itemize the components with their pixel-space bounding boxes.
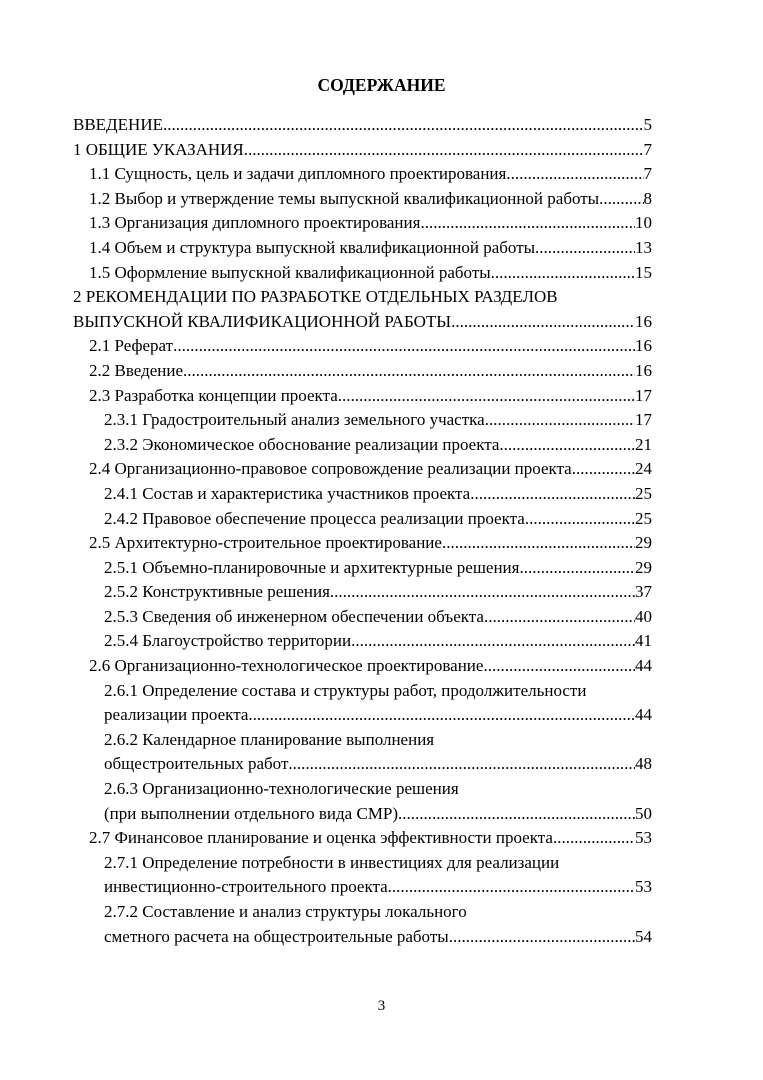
- toc-entry-page: 16: [635, 360, 652, 380]
- toc-dot-leader: [499, 433, 635, 458]
- toc-entry-continuation: [0, 703, 763, 728]
- toc-dot-leader: [420, 211, 635, 236]
- toc-entry: [0, 359, 763, 384]
- toc-entry-title: 2.3 Разработка концепции проекта: [89, 385, 338, 405]
- toc-entry: [0, 482, 763, 507]
- toc-entry-line: [104, 580, 652, 605]
- toc-entry-page: 29: [635, 533, 652, 553]
- toc-entry-title: 2.1 Реферат: [89, 336, 174, 356]
- toc-entry-page: 21: [635, 434, 652, 454]
- toc-dot-leader: [599, 187, 643, 212]
- toc-entry-title: 2 РЕКОМЕНДАЦИИ ПО РАЗРАБОТКЕ ОТДЕЛЬНЫХ РАЗДЕЛОВ: [73, 287, 558, 307]
- toc-entry-line: [104, 433, 652, 458]
- toc-entry: [0, 851, 763, 876]
- toc-entry-line: [89, 384, 652, 409]
- toc-dot-leader: [248, 703, 635, 728]
- toc-entry-title: 1.4 Объем и структура выпускной квалификационной работы: [89, 237, 536, 257]
- toc-entry-line: [104, 629, 652, 654]
- toc-entry: [0, 408, 763, 433]
- toc-entry-title: 2.6.3 Организационно-технологические решения: [104, 779, 459, 799]
- toc-entry-line: [89, 162, 652, 187]
- toc-entry-line: [104, 556, 652, 581]
- toc-entry: [0, 162, 763, 187]
- toc-entry-title: 2.5.4 Благоустройство территории: [104, 631, 352, 651]
- toc-entry: [0, 826, 763, 851]
- toc-entry-page: 41: [635, 631, 652, 651]
- toc-dot-leader: [351, 629, 635, 654]
- toc-entry-page: 50: [635, 803, 652, 823]
- toc-entry-page: 16: [635, 336, 652, 356]
- toc-entry-page: 53: [635, 828, 652, 848]
- toc-entry-line: [89, 457, 652, 482]
- toc-entry-line: [104, 925, 652, 950]
- toc-dot-leader: [388, 875, 635, 900]
- toc-entry-page: 10: [635, 213, 652, 233]
- toc-entry-page: 24: [635, 459, 652, 479]
- toc-entry-continuation: [0, 925, 763, 950]
- toc-entry-line: [89, 334, 652, 359]
- toc-dot-leader: [535, 236, 635, 261]
- toc-entry-line: [89, 211, 652, 236]
- toc-entry-title: 2.4.2 Правовое обеспечение процесса реализации проекта: [104, 508, 525, 528]
- toc-entry-page: 25: [635, 508, 652, 528]
- page-title: СОДЕРЖАНИЕ: [317, 75, 446, 95]
- toc-entry-line: [89, 261, 652, 286]
- toc-dot-leader: [451, 310, 635, 335]
- toc-entry-line: [73, 113, 652, 138]
- toc-dot-leader: [519, 556, 635, 581]
- toc-entry-title: 2.7 Финансовое планирование и оценка эффективности проекта: [89, 828, 553, 848]
- toc-entry-page: 40: [635, 606, 652, 626]
- toc-entry-title: 2.5 Архитектурно-строительное проектирование: [89, 533, 442, 553]
- toc-entry-title: сметного расчета на общестроительные работы: [104, 926, 449, 946]
- toc-entry-page: 7: [643, 164, 652, 184]
- toc-entry-title: 2.4 Организационно-правовое сопровождение реализации проекта: [89, 459, 572, 479]
- toc-dot-leader: [525, 507, 635, 532]
- toc-entry-page: 15: [635, 262, 652, 282]
- toc-dot-leader: [506, 162, 643, 187]
- toc-entry: [0, 211, 763, 236]
- toc-entry-title: 2.5.1 Объемно-планировочные и архитектурные решения: [104, 557, 520, 577]
- toc-entry-line: [104, 605, 652, 630]
- toc-entry: [0, 334, 763, 359]
- toc-entry-page: 13: [635, 237, 652, 257]
- toc-entry-title: 2.5.3 Сведения об инженерном обеспечении объекта: [104, 606, 484, 626]
- toc-entry: [0, 261, 763, 286]
- toc-entry-page: 54: [635, 926, 652, 946]
- toc-entry: [0, 433, 763, 458]
- toc-entry: [0, 629, 763, 654]
- toc-dot-leader: [484, 605, 635, 630]
- toc-entry-page: 44: [635, 656, 652, 676]
- toc-entry-title: 2.6.1 Определение состава и структуры работ, продолжительности: [104, 680, 587, 700]
- toc-entry: [0, 457, 763, 482]
- toc-entry-title: (при выполнении отдельного вида СМР): [104, 803, 399, 823]
- toc-entry: [0, 654, 763, 679]
- toc-entry: [0, 138, 763, 163]
- toc-entry-title: 2.7.1 Определение потребности в инвестициях для реализации: [104, 852, 560, 872]
- toc-dot-leader: [330, 580, 635, 605]
- toc-dot-leader: [288, 752, 635, 777]
- toc-entry-page: 48: [635, 754, 652, 774]
- toc-entry: [0, 556, 763, 581]
- toc-entry-title: 2.5.2 Конструктивные решения: [104, 582, 330, 602]
- toc-entry-line: [89, 359, 652, 384]
- toc-entry-line: [104, 802, 652, 827]
- toc-dot-leader: [173, 334, 635, 359]
- toc-entry: [0, 728, 763, 753]
- toc-dot-leader: [553, 826, 635, 851]
- toc-dot-leader: [572, 457, 635, 482]
- toc-entry: [0, 236, 763, 261]
- toc-entry-page: 8: [643, 188, 652, 208]
- toc-entry-page: 53: [635, 877, 652, 897]
- toc-entry-continuation: [0, 752, 763, 777]
- toc-entry-title: 2.2 Введение: [89, 360, 184, 380]
- toc-entry: [0, 507, 763, 532]
- toc-entry-title: 1 ОБЩИЕ УКАЗАНИЯ: [73, 139, 244, 159]
- toc-entry-page: 5: [643, 115, 652, 134]
- toc-entry: [0, 285, 763, 310]
- toc-entry-title: 2.3.1 Градостроительный анализ земельного участка: [104, 410, 485, 430]
- toc-entry-line: [73, 138, 652, 163]
- toc-dot-leader: [244, 138, 644, 163]
- toc-entry-line: [104, 507, 652, 532]
- toc-entry-title: 1.5 Оформление выпускной квалификационной работы: [89, 262, 491, 282]
- toc-entry-line: [104, 703, 652, 728]
- toc-dot-leader: [470, 482, 635, 507]
- toc-entry-title: 2.6.2 Календарное планирование выполнения: [104, 729, 435, 749]
- toc-entry: [0, 777, 763, 802]
- toc-entry-continuation: [0, 802, 763, 827]
- toc-entry-line: [89, 531, 652, 556]
- toc-entry-title: 1.2 Выбор и утверждение темы выпускной квалификационной работы: [89, 188, 600, 208]
- toc-entry-title: 1.3 Организация дипломного проектирования: [89, 213, 421, 233]
- toc-entry-title: 2.6 Организационно-технологическое проектирование: [89, 656, 484, 676]
- toc-entry-line: [89, 187, 652, 212]
- toc-entry-continuation: [0, 875, 763, 900]
- toc-entry-line: [89, 236, 652, 261]
- toc-entry-page: 25: [635, 483, 652, 503]
- toc-dot-leader: [398, 802, 635, 827]
- toc-entry-line: [104, 752, 652, 777]
- page-number: 3: [377, 998, 386, 1014]
- toc-entry-line: [89, 826, 652, 851]
- toc-entry: [0, 679, 763, 704]
- toc-entry: [0, 605, 763, 630]
- toc-dot-leader: [442, 531, 635, 556]
- toc-entry-page: 16: [635, 311, 652, 331]
- toc-entry-title: 1.1 Сущность, цель и задачи дипломного проектирования: [89, 164, 507, 184]
- toc-entry-page: 29: [635, 557, 652, 577]
- toc-entry: [0, 113, 763, 138]
- toc-entry-line: [104, 408, 652, 433]
- toc-entry-title: 2.4.1 Состав и характеристика участников проекта: [104, 483, 471, 503]
- toc-entry: [0, 187, 763, 212]
- toc-entry-page: 17: [635, 385, 652, 405]
- toc-entry-line: [89, 654, 652, 679]
- toc-entry: [0, 900, 763, 925]
- toc-dot-leader: [485, 408, 635, 433]
- toc-entry-title: реализации проекта: [104, 705, 249, 725]
- table-of-contents: [0, 113, 763, 949]
- toc-entry-title: общестроительных работ: [104, 754, 289, 774]
- toc-entry-page: 7: [643, 139, 652, 159]
- toc-dot-leader: [491, 261, 635, 286]
- toc-entry-line: [104, 875, 652, 900]
- toc-entry-title: 2.3.2 Экономическое обоснование реализации проекта: [104, 434, 500, 454]
- toc-entry-line: [104, 482, 652, 507]
- toc-entry-page: 44: [635, 705, 652, 725]
- toc-entry: [0, 531, 763, 556]
- toc-dot-leader: [338, 384, 635, 409]
- toc-entry-continuation: [0, 310, 763, 335]
- toc-dot-leader: [163, 113, 644, 138]
- toc-entry: [0, 580, 763, 605]
- toc-entry-line: [73, 310, 652, 335]
- toc-dot-leader: [183, 359, 635, 384]
- toc-entry-title: ВВЕДЕНИЕ: [73, 115, 163, 134]
- toc-entry-page: 37: [635, 582, 652, 602]
- toc-entry-page: 17: [635, 410, 652, 430]
- toc-entry-title: ВЫПУСКНОЙ КВАЛИФИКАЦИОННОЙ РАБОТЫ: [73, 311, 452, 331]
- toc-dot-leader: [449, 925, 635, 950]
- toc-entry: [0, 384, 763, 409]
- toc-dot-leader: [483, 654, 635, 679]
- toc-entry-title: 2.7.2 Составление и анализ структуры локального: [104, 902, 467, 921]
- toc-entry-title: инвестиционно-строительного проекта: [104, 877, 388, 897]
